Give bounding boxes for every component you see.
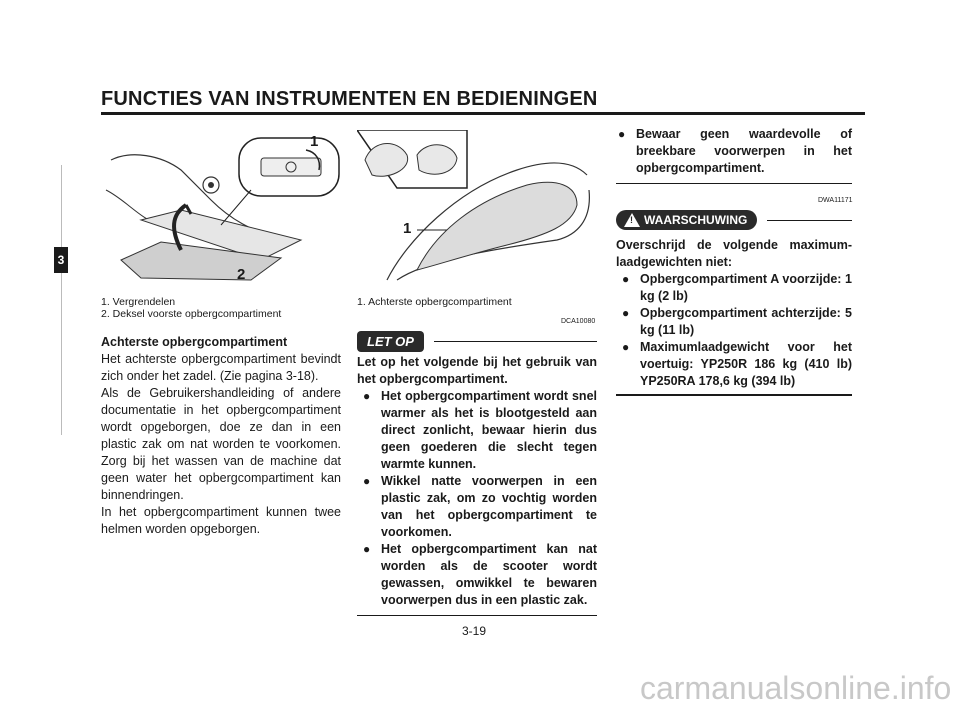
paragraph: Als de Gebruikershandleiding of andere documentatie in het opbergcompartiment wordt opgeborgen, doe ze dan in een plastic zak om nat worden te voorkomen. Zorg bij het wassen van de machine dat geen water het opbergcompartiment kan binnendringen. <box>101 386 341 502</box>
column-2 <box>357 354 597 616</box>
notice-intro: Let op het volgende bij het gebruik van het opbergcompartiment. <box>357 355 597 386</box>
page-header-title: FUNCTIES VAN INSTRUMENTEN EN BEDIENINGEN <box>101 88 598 110</box>
notice-code: DCA10080 <box>561 318 596 325</box>
section-heading: Achterste opbergcompartiment <box>101 335 288 349</box>
figure2-captions <box>357 296 512 308</box>
warning-bullet: ● Opbergcompartiment A voorzijde: 1 kg (2 lb) <box>620 271 852 305</box>
warning-block <box>616 210 852 230</box>
chapter-rule <box>61 165 62 435</box>
top-bullet-rule <box>616 183 852 184</box>
top-bullet: ● Bewaar geen waardevolle of breekbare voorwerpen in het opbergcompartiment. <box>616 126 852 177</box>
caption-item: 2. Deksel voorste opbergcompartiment <box>101 308 282 320</box>
caption-item: 1. Vergrendelen <box>101 296 176 308</box>
watermark: carmanualsonline.info <box>640 670 952 706</box>
caption-item: 1. Achterste opbergcompartiment <box>357 296 512 308</box>
warning-rule <box>767 220 852 221</box>
warning-bullet: ● Opbergcompartiment achterzijde: 5 kg (11 lb) <box>620 305 852 339</box>
notice-bullet: ● Het opbergcompartiment kan nat worden als de scooter wordt gewassen, omwikkel te bewaren voorwerpen dus in een plastic zak. <box>361 541 597 609</box>
figure-front-compartment <box>101 130 343 290</box>
warning-code: DWA11171 <box>818 197 853 204</box>
warning-content <box>616 237 852 396</box>
column-3 <box>616 126 852 184</box>
notice-label: LET OP <box>357 331 424 352</box>
figure-rear-compartment <box>357 130 597 290</box>
header-rule <box>101 112 865 115</box>
paragraph: Het achterste opbergcompartiment bevindt zich onder het zadel. (Zie pagina 3-18). <box>101 352 341 383</box>
page-number: 3-19 <box>462 624 487 638</box>
callout-1-rear: 1 <box>403 220 412 237</box>
rear-compartment-illustration <box>357 130 597 290</box>
callout-1: 1 <box>310 133 319 150</box>
callout-2: 2 <box>237 266 246 283</box>
notice-bullet: ● Het opbergcompartiment wordt snel warmer als het is blootgesteld aan direct zonlicht, bewaar hierin dus geen goederen die slecht tegen warmte kunnen. <box>361 388 597 473</box>
warning-triangle-icon <box>624 213 640 227</box>
chapter-tab: 3 <box>54 247 68 273</box>
notice-bullet: ● Wikkel natte voorwerpen in een plastic zak, om zo vochtig worden van het opbergcompartiment te voorkomen. <box>361 473 597 541</box>
front-compartment-illustration <box>101 130 343 290</box>
notice-end-rule <box>357 615 597 616</box>
notice-rule <box>434 341 597 342</box>
warning-end-rule <box>616 394 852 396</box>
column-1 <box>101 334 341 538</box>
warning-bullet: ● Maximumlaadgewicht voor het voertuig: YP250R 186 kg (410 lb) YP250RA 178,6 kg (394 lb) <box>620 339 852 390</box>
notice-block <box>357 331 597 352</box>
paragraph: In het opbergcompartiment kunnen twee helmen worden opgeborgen. <box>101 505 341 536</box>
figure1-captions <box>101 296 281 320</box>
warning-intro: Overschrijd de volgende maximum-laadgewichten niet: <box>616 238 852 269</box>
warning-label: ! WAARSCHUWING <box>616 210 757 230</box>
